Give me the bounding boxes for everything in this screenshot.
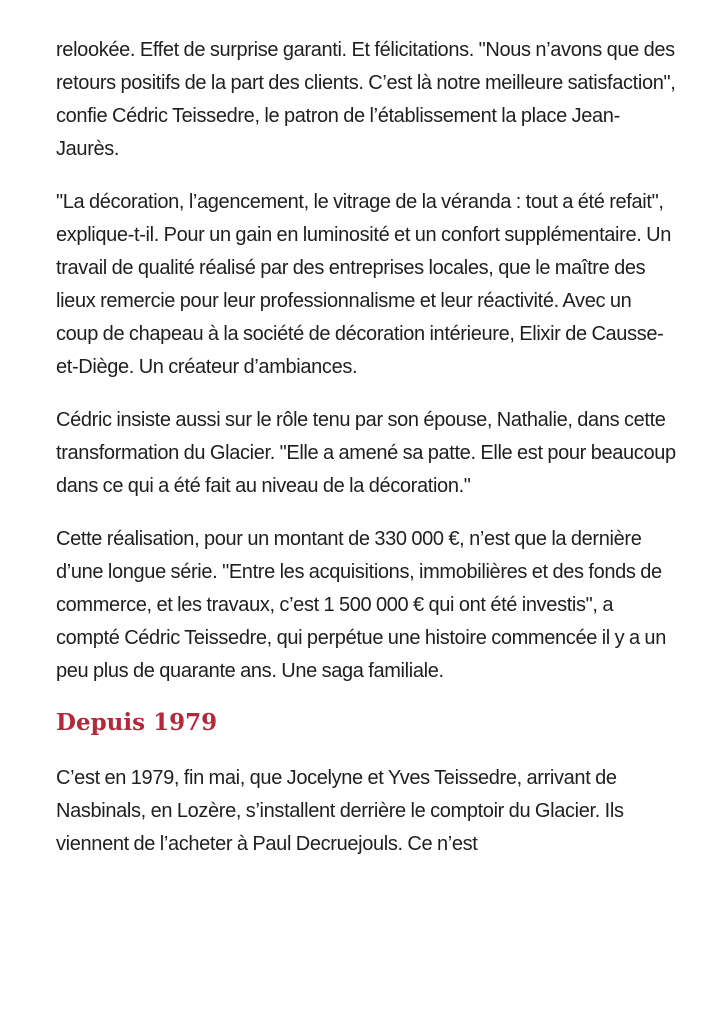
article-paragraph: C’est en 1979, fin mai, que Jocelyne et Yves Teissedre, arrivant de Nasbinals, en Lozère, s’installent derrière le comptoir du Glacier. Ils viennent de l’acheter à Paul Decruejouls. Ce n’est	[56, 767, 624, 855]
article-paragraph: Cédric insiste aussi sur le rôle tenu par son épouse, Nathalie, dans cette transformation du Glacier. "Elle a amené sa patte. Elle est pour beaucoup dans ce qui a été fait au niveau de la décoration."	[56, 409, 676, 497]
section-subheading: Depuis 1979	[56, 709, 218, 736]
article-paragraph: Cette réalisation, pour un montant de 330 000 €, n’est que la dernière d’une longue série. "Entre les acquisitions, immobilières et des fonds de commerce, et les travaux, c’est 1 500 000 € qui ont été investis", a compté Cédric Teissedre, qui perpétue une histoire commencée il y a un peu plus de quarante ans. Une saga familiale.	[56, 528, 666, 682]
article-body	[56, 34, 676, 881]
article-paragraph: relookée. Effet de surprise garanti. Et félicitations. "Nous n’avons que des retours positifs de la part des clients. C’est là notre meilleure satisfaction", confie Cédric Teissedre, le patron de l’établissement la place Jean-Jaurès.	[56, 39, 676, 160]
article-paragraph: "La décoration, l’agencement, le vitrage de la véranda : tout a été refait", explique-t-il. Pour un gain en luminosité et un confort supplémentaire. Un travail de qualité réalisé par des entreprises locales, que le maître des lieux remercie pour leur professionnalisme et leur réactivité. Avec un coup de chapeau à la société de décoration intérieure, Elixir de Causse-et-Diège. Un créateur d’ambiances.	[56, 191, 672, 378]
